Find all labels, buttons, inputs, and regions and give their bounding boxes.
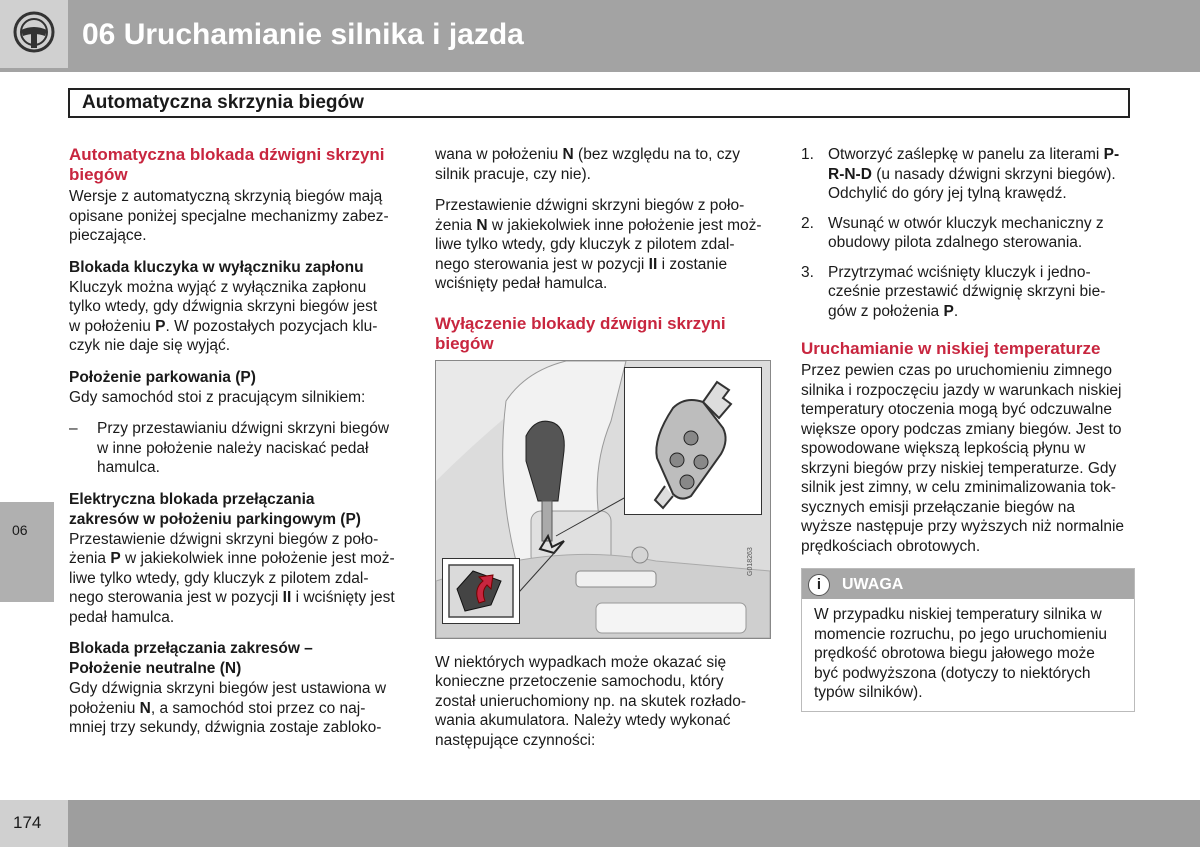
page-number-box — [0, 800, 68, 847]
section-title: Automatyczna skrzynia biegów — [82, 92, 364, 113]
step-number: 3. — [801, 263, 814, 281]
chapter-header — [0, 0, 1200, 72]
subheading-electric-lock: Elektryczna blokada przełączania zakresów w położeniu parkingowym (P) — [69, 490, 361, 528]
neutral-continued-paragraph: wana w położeniu N (bez względu na to, czy silnik pracuje, czy nie). — [435, 146, 741, 183]
remote-key-inset — [624, 367, 762, 515]
step-text: Przytrzymać wciśnięty kluczyk i jedno- cześnie przestawić dźwignię skrzyni bie- gów z położenia P. — [828, 263, 1106, 320]
towing-paragraph: W niektórych wypadkach może okazać się konieczne przetoczenie samochodu, który został unieruchomiony np. na skutek rozłado- wania akumulatora. Należy wtedy wykonać następujące czynności: — [435, 653, 747, 749]
release-arrow-icon — [443, 559, 519, 623]
electric-lock-paragraph: Przestawienie dźwigni skrzyni biegów z poło- żenia P w jakiekolwiek inne położenie jest moż- liwe tylko wtedy, gdy kluczyk z pilotem zdal- nego sterowania jest w pozycji II i wciśnięty jest pedał hamulca. — [69, 530, 395, 626]
chapter-icon-box — [0, 0, 68, 68]
chapter-side-tab — [0, 502, 54, 602]
step-number: 1. — [801, 146, 814, 163]
note-box — [801, 568, 1135, 712]
heading-cold-start: Uruchamianie w niskiej temperaturze — [801, 339, 1101, 358]
gear-lever-illustration — [435, 360, 771, 639]
page-number: 174 — [13, 813, 42, 832]
dash-bullet: – — [69, 420, 78, 437]
neutral-lock-paragraph: Gdy dźwignia skrzyni biegów jest ustawiona w położeniu N, a samochód stoi przez co naj- mniej trzy sekundy, dźwignia zostaje zabloko- — [69, 680, 387, 736]
steering-wheel-icon — [12, 10, 56, 54]
park-position-paragraph: Gdy samochód stoi z pracującym silnikiem: — [69, 388, 366, 406]
panel-cover-inset — [442, 558, 520, 624]
footer-bar — [0, 800, 1200, 847]
cold-start-paragraph: Przez pewien czas po uruchomieniu zimnego silnika i rozpoczęciu jazdy w warunkach niskiej temperatury otoczenia mogą być odczuwalne większe opory podczas zmiany biegów. Jest to spowodowane większą lepkością płynu w skrzyni biegów przy niskiej temperaturze. Gdy silnik jest zimny, w celu zminimalizowania tok- sycznych emisji przełączanie biegów na wyższe następuje przy wyższych niż normalnie prędkościach obrotowych. — [801, 362, 1125, 555]
heading-automatic-lock: Automatyczna blokada dźwigni skrzyni biegów — [69, 145, 385, 184]
chapter-title: 06 Uruchamianie silnika i jazda — [82, 18, 524, 51]
column-1 — [69, 145, 401, 738]
step-number: 2. — [801, 214, 814, 232]
section-heading-box — [68, 88, 1130, 118]
note-text: W przypadku niskiej temperatury silnika w momencie rozruchu, po jego uruchomieniu prędkość obrotowa biegu jałowego może być podwyższona (dotyczy to niektórych typów silników). — [814, 606, 1107, 701]
note-title: UWAGA — [842, 576, 904, 593]
key-lock-paragraph: Kluczyk można wyjąć z wyłącznika zapłonu tylko wtedy, gdy dźwignia skrzyni biegów jest w położeniu P. W pozostałych pozycjach klu- czyk nie daje się wyjąć. — [69, 278, 378, 354]
steps-list — [801, 145, 1135, 321]
step-item — [801, 214, 1135, 253]
remote-key-icon — [625, 368, 761, 514]
step-text: Otworzyć zaślepkę w panelu za literami P- R-N-D (u nasady dźwigni skrzyni biegów). Odchylić do góry jej tylną krawędź. — [828, 146, 1120, 202]
info-icon: i — [808, 574, 830, 596]
list-item-text: Przy przestawianiu dźwigni skrzyni biegów w inne położenie należy naciskać pedał hamulca. — [97, 420, 390, 476]
subheading-park-position: Położenie parkowania (P) — [69, 368, 256, 386]
subheading-key-lock: Blokada kluczyka w wyłączniku zapłonu — [69, 258, 364, 276]
step-item — [801, 263, 1135, 322]
heading-lock-release: Wyłączenie blokady dźwigni skrzyni biegów — [435, 313, 726, 353]
note-header — [802, 569, 1134, 599]
step-item — [801, 145, 1135, 204]
list-item — [69, 419, 401, 478]
neutral-shift-paragraph: Przestawienie dźwigni skrzyni biegów z poło- żenia N w jakiekolwiek inne położenie jest moż- liwe tylko wtedy, gdy kluczyk z pilotem zdal- nego sterowania jest w pozycji II i zostanie wciśnięty pedał hamulca. — [435, 197, 762, 292]
intro-paragraph: Wersje z automatyczną skrzynią biegów mają opisane poniżej specjalne mechanizmy zabez- pieczające. — [69, 188, 389, 244]
step-text: Wsunąć w otwór kluczyk mechaniczny z obudowy pilota zdalnego sterowania. — [828, 214, 1104, 251]
side-tab-label: 06 — [12, 522, 28, 538]
subheading-neutral-lock: Blokada przełączania zakresów – Położenie neutralne (N) — [69, 640, 313, 677]
column-3 — [801, 145, 1135, 712]
column-2 — [435, 145, 769, 750]
figure-code: G018263 — [747, 546, 754, 576]
